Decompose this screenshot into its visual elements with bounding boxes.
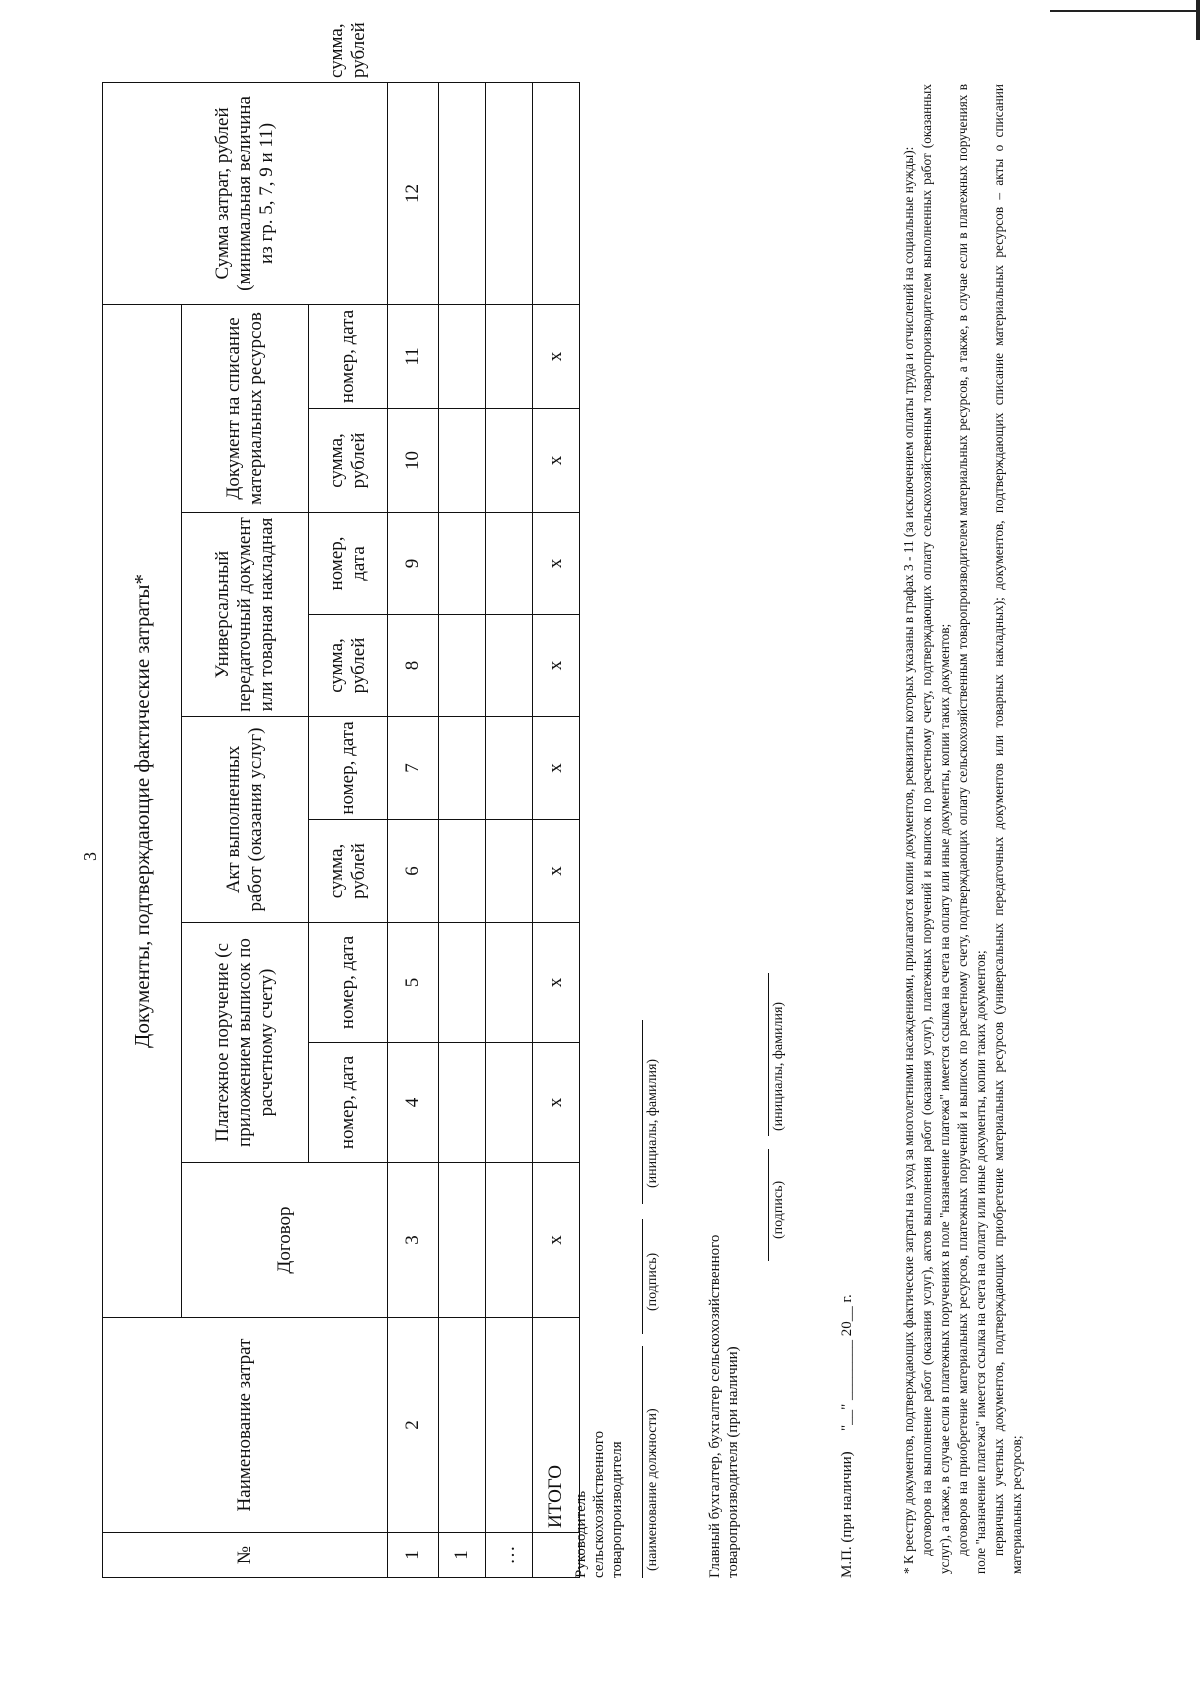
- table-cell: [439, 615, 486, 717]
- table-cell: [486, 82, 533, 304]
- column-number: 12: [388, 82, 439, 304]
- column-number: 4: [388, 1043, 439, 1163]
- accountant-initials-caption: (инициалы, фамилия): [771, 1001, 786, 1131]
- table-cell: x: [533, 1163, 580, 1318]
- accountant-label: Главный бухгалтер, бухгалтер сельскохозяйственного товаропроизводителя (при наличии): [707, 1234, 741, 1578]
- header-no: №: [103, 1533, 388, 1578]
- header-work-act: Акт выполненных работ (оказания услуг): [182, 717, 309, 923]
- table-cell: x: [533, 409, 580, 513]
- table-row: [486, 82, 533, 1577]
- table-cell: [486, 1318, 533, 1533]
- column-number: 7: [388, 717, 439, 820]
- header-cost-name: Наименование затрат: [103, 1318, 388, 1533]
- header-documents-group: Документы, подтверждающие фактические затраты*: [103, 304, 182, 1317]
- table-cell: [439, 1043, 486, 1163]
- column-number: 11: [388, 304, 439, 408]
- header-payment-order: Платежное поручение (с приложением выписок по расчетному счету): [182, 923, 309, 1163]
- stamp-label: М.П. (при наличии): [839, 1451, 855, 1578]
- table-cell: [439, 820, 486, 923]
- position-caption: (наименование должности): [645, 1408, 660, 1571]
- position-line: [642, 1346, 643, 1578]
- table-cell: x: [533, 304, 580, 408]
- table-cell: [486, 1163, 533, 1318]
- table-cell: [486, 513, 533, 615]
- column-number: 9: [388, 513, 439, 615]
- column-number: 3: [388, 1163, 439, 1318]
- header-sub-amount: сумма, рублей: [309, 820, 388, 923]
- header-row-1: [103, 82, 182, 1577]
- table-cell: x: [533, 820, 580, 923]
- header-total-sum: Сумма затрат, рублей (минимальная величина из гр. 5, 7, 9 и 11): [103, 82, 388, 304]
- table-cell: [486, 923, 533, 1043]
- footnote: [900, 84, 1027, 1574]
- header-contract: Договор: [182, 1163, 388, 1318]
- table-row: [439, 82, 486, 1577]
- page-number: 3: [80, 852, 100, 861]
- documents-registry-table: [102, 22, 580, 1578]
- total-row: [533, 82, 580, 1577]
- header-sub-amount: сумма, рублей: [309, 409, 388, 513]
- footnote-paragraph: договоров на выполнение работ (оказания услуг), актов выполнения работ (оказания услуг), платежных поручений и выписок по расчетному счету, подтверждающих оплату сельскохозяйственным товаропроизводителем выполненных работ (оказанных услуг), а также, в случае если в платежных поручениях в поле "назначение платежа" имеется ссылка на счета на оплату или иные документы, копии таких документов;: [919, 84, 953, 1574]
- header-transfer-document: Универсальный передаточный документ или товарная накладная: [182, 513, 309, 717]
- column-number: 8: [388, 615, 439, 717]
- header-sub-numdate: номер, дата: [309, 717, 388, 820]
- table-cell: [486, 820, 533, 923]
- header-row-3: номер, дата номер, дата сумма, рублей номер, дата сумма, рублей номер, дата сумма, рублей номер, дата сумма, рублей: [309, 82, 388, 1577]
- signature-line: [642, 1219, 643, 1334]
- header-write-off-document: Документ на списание материальных ресурсов: [182, 304, 309, 512]
- table-cell: [439, 1163, 486, 1318]
- table-cell: x: [533, 923, 580, 1043]
- table-cell: x: [533, 615, 580, 717]
- header-sub-numdate: номер, дата: [309, 513, 388, 615]
- table-cell: [439, 82, 486, 304]
- header-sub-numdate: номер, дата: [309, 923, 388, 1043]
- head-label: Руководитель сельскохозяйственного товаропроизводителя: [573, 1430, 625, 1578]
- table-cell: x: [533, 1043, 580, 1163]
- table-cell: x: [533, 513, 580, 615]
- initials-caption: (инициалы, фамилия): [645, 1058, 660, 1188]
- column-number: 2: [388, 1318, 439, 1533]
- table-cell: 1: [439, 1533, 486, 1578]
- header-sub-amount: сумма, рублей: [309, 615, 388, 717]
- table-cell: [439, 513, 486, 615]
- column-number: 10: [388, 409, 439, 513]
- table-cell: [486, 615, 533, 717]
- table-cell: [533, 82, 580, 304]
- accountant-signature-caption: (подпись): [771, 1180, 786, 1239]
- header-sub-contract-numdate: номер, дата: [309, 1043, 388, 1163]
- signature-caption: (подпись): [645, 1252, 660, 1311]
- accountant-signature-line: [768, 1149, 769, 1261]
- header-sub-numdate: номер, дата: [309, 304, 388, 408]
- table-cell: [486, 304, 533, 408]
- footnote-paragraph: договоров на приобретение материальных ресурсов, платежных поручений и выписок по расчетному счету, подтверждающих оплату сельскохозяйственным товаропроизводителем материальных ресурсов, а также, в случае если в платежных поручениях в поле "назначение платежа" имеется ссылка на счета на оплату или иные документы, копии таких документов;: [955, 84, 989, 1574]
- footnote-paragraph: * К реестру документов, подтверждающих фактические затраты на уход за многолетними насаждениями, прилагаются копии документов, реквизиты которых указаны в графах 3 - 11 (за исключением оплаты труда и отчислений на социальные нужды):: [901, 146, 916, 1574]
- date-line: "__" ________ 20__ г.: [839, 1294, 855, 1431]
- total-label: ИТОГО: [533, 1318, 580, 1533]
- table-cell: x: [533, 717, 580, 820]
- table-cell: [439, 1318, 486, 1533]
- column-number: 5: [388, 923, 439, 1043]
- table-cell: [486, 1043, 533, 1163]
- table-cell: …: [486, 1533, 533, 1578]
- column-number: 1: [388, 1533, 439, 1578]
- accountant-initials-line: [768, 973, 769, 1136]
- column-numbers-row: [388, 82, 439, 1577]
- table-cell: [439, 923, 486, 1043]
- table-cell: [439, 304, 486, 408]
- initials-line: [642, 1020, 643, 1204]
- table-cell: [439, 409, 486, 513]
- footnote-paragraph: первичных учетных документов, подтверждающих приобретение материальных ресурсов (универсальных передаточных документов или товарных накладных); документов, подтверждающих списание материальных ресурсов – акты о списании материальных ресурсов;: [991, 84, 1025, 1574]
- table-cell: [486, 409, 533, 513]
- table-cell: [439, 717, 486, 820]
- table-cell: [486, 717, 533, 820]
- column-number: 6: [388, 820, 439, 923]
